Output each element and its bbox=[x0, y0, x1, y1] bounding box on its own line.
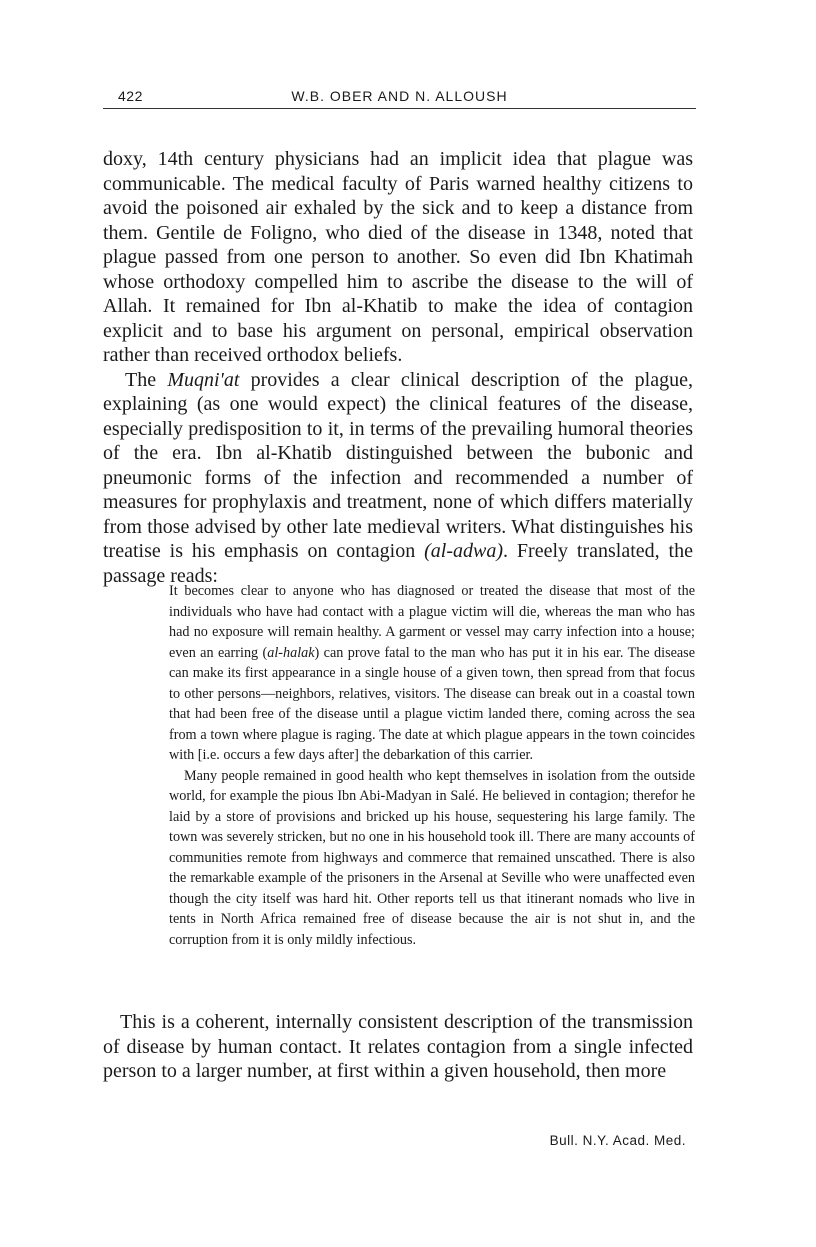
main-text bbox=[103, 147, 693, 588]
main-text-continued bbox=[103, 1010, 693, 1084]
italic-title-muqniat: Muqni'at bbox=[167, 368, 240, 391]
paragraph-2: The Muqni'at provides a clear clinical description of the plague, explaining (as one would expect) the clinical features of the disease, especially predisposition to it, in terms of the prevailing humoral theories of the era. Ibn al-Khatib distinguished between the bubonic and pneumonic forms of the infection and recommended a number of measures for prophylaxis and treatment, none of which differs materially from those advised by other late medieval writers. What distinguishes his treatise is his emphasis on contagion (al-adwa). Freely translated, the passage reads: bbox=[103, 368, 693, 587]
running-head: W.B. OBER AND N. ALLOUSH bbox=[291, 88, 508, 104]
journal-footer: Bull. N.Y. Acad. Med. bbox=[549, 1133, 686, 1148]
italic-term-al-halak: al-halak bbox=[267, 644, 315, 661]
page-header bbox=[103, 88, 696, 109]
block-quote bbox=[169, 581, 695, 950]
quote-paragraph-1: It becomes clear to anyone who has diagnosed or treated the disease that most of the individuals who have had contact with a plague victim will die, whereas the man who has had no exposure will remain healthy. A garment or vessel may carry infection into a house; even an earring (al-halak) can prove fatal to the man who has put it in his ear. The disease can make its first appearance in a single house of a given town, then spread from that focus to other persons—neighbors, relatives, visitors. The disease can break out in a coastal town that had been free of the disease until a plague victim landed there, coming across the sea from a town where plague is raging. The date at which plague appears in the town coincides with [i.e. occurs a few days after] the debarkation of this carrier. bbox=[169, 583, 695, 763]
paragraph-3: This is a coherent, internally consistent description of the transmission of disease by human contact. It relates contagion from a single infected person to a larger number, at first within a given household, then more bbox=[103, 1011, 693, 1082]
quote-paragraph-2: Many people remained in good health who kept themselves in isolation from the outside world, for example the pious Ibn Abi-Madyan in Salé. He believed in contagion; therefor he laid by a store of provisions and bricked up his house, sequestering his large family. The town was severely stricken, but no one in his household took ill. There are many accounts of communities remote from highways and commerce that remained unscathed. There is also the remarkable example of the prisoners in the Arsenal at Seville who were unaffected even though the city itself was hard hit. Other reports tell us that itinerant nomads who live in tents in North Africa remained free of disease because the air is not shut in, and the corruption from it is only mildly infectious. bbox=[169, 767, 695, 948]
page-number: 422 bbox=[118, 88, 143, 104]
italic-term-al-adwa: (al-adwa) bbox=[424, 540, 504, 562]
paragraph-1: doxy, 14th century physicians had an implicit idea that plague was communicable. The medical faculty of Paris warned healthy citizens to avoid the poisoned air exhaled by the sick and to keep a distance from them. Gentile de Foligno, who died of the disease in 1348, noted that plague passed from one person to another. So even did Ibn Khatimah whose orthodoxy compelled him to ascribe the disease to the will of Allah. It remained for Ibn al-Khatib to make the idea of contagion explicit and to base his argument on personal, empirical observation rather than received orthodox beliefs. bbox=[103, 148, 693, 366]
